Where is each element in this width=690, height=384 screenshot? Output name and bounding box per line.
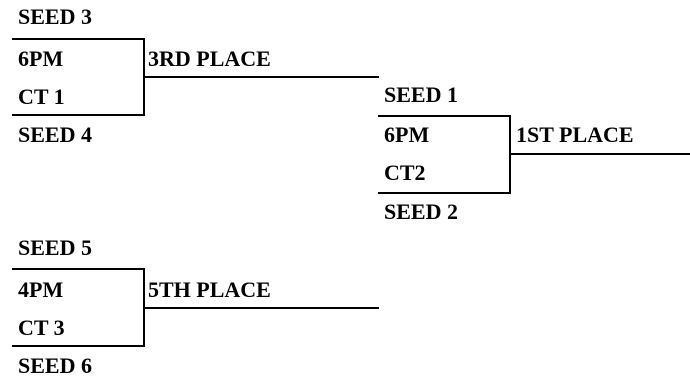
match-third-bottom-line	[12, 114, 145, 116]
fifth-place-label: 5TH PLACE	[148, 277, 271, 302]
seed-4-label: SEED 4	[18, 122, 92, 147]
match-third-time: 6PM	[18, 46, 64, 71]
fifth-place-line	[143, 307, 379, 309]
first-place-line	[509, 153, 690, 155]
first-place-label: 1ST PLACE	[516, 122, 634, 147]
match-first-time: 6PM	[384, 122, 430, 147]
match-fifth-court: CT 3	[18, 315, 65, 340]
third-place-line	[143, 76, 379, 78]
match-first-bottom-line	[378, 192, 511, 194]
match-third-top-line	[12, 38, 144, 40]
match-fifth-time: 4PM	[18, 277, 64, 302]
match-first-court: CT2	[384, 160, 426, 185]
match-fifth-top-line	[12, 268, 144, 270]
seed-3-label: SEED 3	[18, 4, 92, 29]
seed-6-label: SEED 6	[18, 353, 92, 378]
seed-2-label: SEED 2	[384, 199, 458, 224]
seed-1-label: SEED 1	[384, 82, 458, 107]
match-third-court: CT 1	[18, 84, 65, 109]
seed-5-label: SEED 5	[18, 235, 92, 260]
match-fifth-bottom-line	[12, 345, 145, 347]
match-first-top-line	[378, 115, 510, 117]
third-place-label: 3RD PLACE	[148, 46, 271, 71]
